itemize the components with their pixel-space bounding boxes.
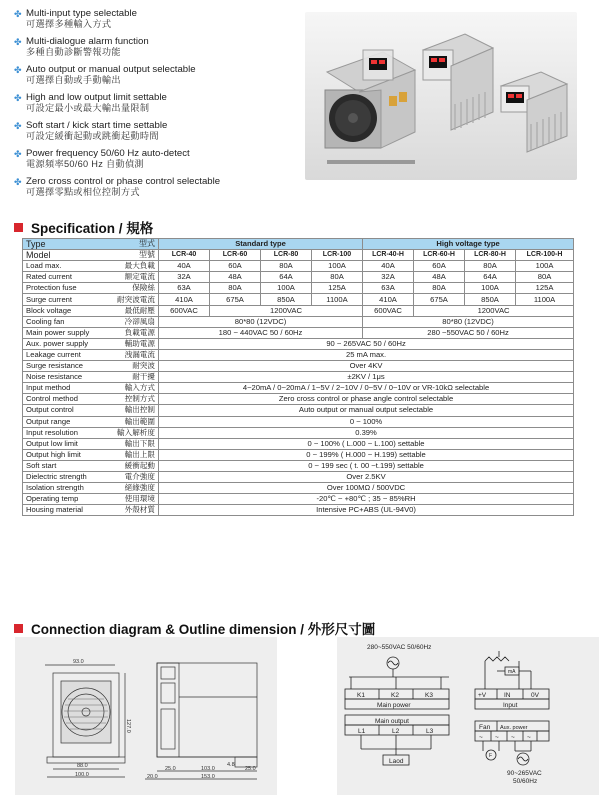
table-row <box>23 261 574 272</box>
row-label-zh: 輸出上限 <box>103 449 159 460</box>
feature-en: Zero cross control or phase control selectable <box>26 176 221 187</box>
value-cell: ±2KV / 1μs <box>159 372 574 383</box>
value-cell: 410A <box>363 294 414 305</box>
row-label-zh: 輸出控制 <box>103 405 159 416</box>
feature-zh: 可選擇零點或相位控制方式 <box>26 187 140 197</box>
row-label-zh: 絕緣強度 <box>103 483 159 494</box>
model-cell: LCR-60 <box>210 250 261 261</box>
row-label: Operating temp <box>23 494 103 505</box>
row-label: Surge resistance <box>23 361 103 372</box>
row-label-zh: 輸入方式 <box>103 383 159 394</box>
plus-v-terminal: +V <box>478 692 487 699</box>
k3-terminal: K3 <box>425 692 433 699</box>
row-label-zh: 型號 <box>103 250 159 261</box>
controller-unit-medium <box>423 34 493 130</box>
type-row <box>23 239 574 250</box>
dim-height: 127.0 <box>125 719 131 733</box>
value-cell: 60A <box>210 261 261 272</box>
standard-type-header: Standard type <box>159 239 363 250</box>
value-cell: 100A <box>312 261 363 272</box>
feature-zh: 多種自動診斷警報功能 <box>26 47 121 57</box>
specification-heading <box>14 217 153 237</box>
feature-en: Multi-input type selectable <box>26 8 137 19</box>
main-output-label: Main output <box>375 718 409 725</box>
value-cell: Auto output or manual output selectable <box>159 405 574 416</box>
row-label-zh: 輸出下限 <box>103 438 159 449</box>
value-cell: 410A <box>159 294 210 305</box>
value-cell: Over 4KV <box>159 361 574 372</box>
load-label: Laod <box>389 758 404 765</box>
tilde-symbol: ~ <box>527 734 531 741</box>
tilde-symbol: ~ <box>495 734 499 741</box>
table-row <box>23 449 574 460</box>
value-cell: 0 ~ 199 sec ( t. 00 ~t.199) settable <box>159 460 574 471</box>
bullet-icon: ✤ <box>14 121 22 131</box>
connection-heading <box>14 618 375 638</box>
row-label: Isolation strength <box>23 483 103 494</box>
row-label-zh: 使用環境 <box>103 494 159 505</box>
table-row <box>23 471 574 482</box>
bullet-icon: ✤ <box>14 65 22 75</box>
aux-power-label: Aux. power <box>500 725 528 731</box>
table-row <box>23 416 574 427</box>
spec-table <box>22 238 574 516</box>
row-label: Main power supply <box>23 327 103 338</box>
high-voltage-type-header: High voltage type <box>363 239 574 250</box>
value-cell: 25 mA max. <box>159 349 574 360</box>
value-cell: 100A <box>465 283 516 294</box>
red-square-icon <box>14 223 23 232</box>
model-cell: LCR-60-H <box>414 250 465 261</box>
row-label-zh: 輔助電源 <box>103 338 159 349</box>
table-row <box>23 460 574 471</box>
value-cell: 280 ~550VAC 50 / 60Hz <box>363 327 574 338</box>
connection-diagram <box>337 637 599 795</box>
value-cell: 90 ~ 265VAC 50 / 60Hz <box>159 338 574 349</box>
value-cell: Over 100MΩ / 500VDC <box>159 483 574 494</box>
row-label: Type <box>23 239 103 250</box>
value-cell: 1200VAC <box>414 305 574 316</box>
value-cell: 4~20mA / 0~20mA / 1~5V / 2~10V / 0~5V / 0~10V or VR-10kΩ selectable <box>159 383 574 394</box>
value-cell: 64A <box>465 272 516 283</box>
row-label: Cooling fan <box>23 316 103 327</box>
table-row <box>23 338 574 349</box>
aux-supply-voltage: 90~265VAC <box>507 770 542 777</box>
k1-terminal: K1 <box>357 692 365 699</box>
front-view <box>45 659 131 778</box>
feature-item <box>14 36 304 58</box>
value-cell: 850A <box>261 294 312 305</box>
value-cell: 100A <box>261 283 312 294</box>
row-label: Housing material <box>23 505 103 516</box>
table-row <box>23 272 574 283</box>
row-label: Leakage current <box>23 349 103 360</box>
feature-en: High and low output limit settable <box>26 92 167 103</box>
feature-list <box>14 8 304 204</box>
row-label-zh: 電介強度 <box>103 471 159 482</box>
table-row <box>23 361 574 372</box>
value-cell: 40A <box>363 261 414 272</box>
row-label: Soft start <box>23 460 103 471</box>
zero-v-terminal: 0V <box>531 692 539 699</box>
feature-en: Auto output or manual output selectable <box>26 64 196 75</box>
row-label: Output control <box>23 405 103 416</box>
value-cell: 48A <box>210 272 261 283</box>
table-row <box>23 438 574 449</box>
row-label: Dielectric strength <box>23 471 103 482</box>
in-terminal: IN <box>504 692 511 699</box>
value-cell: 125A <box>312 283 363 294</box>
table-row <box>23 394 574 405</box>
model-cell: LCR-100-H <box>516 250 574 261</box>
dim-left-offset: 25.0 <box>165 766 176 772</box>
k2-terminal: K2 <box>391 692 399 699</box>
value-cell: 600VAC <box>363 305 414 316</box>
row-label-zh: 額定電流 <box>103 272 159 283</box>
outline-dimension-drawing <box>15 637 277 795</box>
row-label-zh: 外殼材質 <box>103 505 159 516</box>
value-cell: 180 ~ 440VAC 50 / 60Hz <box>159 327 363 338</box>
table-row <box>23 305 574 316</box>
value-cell: Intensive PC+ABS (UL-94V0) <box>159 505 574 516</box>
table-row <box>23 405 574 416</box>
side-view <box>145 663 257 780</box>
aux-supply-frequency: 50/60Hz <box>513 778 538 785</box>
feature-zh: 可選擇自動或手動輸出 <box>26 75 121 85</box>
tilde-symbol: ~ <box>511 734 515 741</box>
value-cell: Zero cross control or phase angle control selectable <box>159 394 574 405</box>
dim-overhang: 20.0 <box>147 774 158 780</box>
input-label: Input <box>503 702 518 709</box>
bullet-icon: ✤ <box>14 37 22 47</box>
main-power-label: Main power <box>377 702 411 709</box>
row-label-zh: 緩衝起動 <box>103 460 159 471</box>
section-title: Specification / 規格 <box>31 221 154 236</box>
model-cell: LCR-80 <box>261 250 312 261</box>
fan-label: Fan <box>479 724 491 731</box>
feature-item <box>14 176 304 198</box>
row-label-zh: 耐突波 <box>103 361 159 372</box>
value-cell: 125A <box>516 283 574 294</box>
feature-en: Multi-dialogue alarm function <box>26 36 149 47</box>
feature-item <box>14 64 304 86</box>
dim-center-span: 103.0 <box>201 766 215 772</box>
table-row <box>23 372 574 383</box>
feature-item <box>14 92 304 114</box>
row-label-zh: 最大負載 <box>103 261 159 272</box>
row-label: Input resolution <box>23 427 103 438</box>
value-cell: 80*80 (12VDC) <box>159 316 363 327</box>
value-cell: 40A <box>159 261 210 272</box>
dim-width-top: 93.0 <box>73 659 84 665</box>
value-cell: 63A <box>363 283 414 294</box>
bullet-icon: ✤ <box>14 177 22 187</box>
row-label: Model <box>23 250 103 261</box>
l2-terminal: L2 <box>392 728 400 735</box>
controller-unit-large <box>325 50 415 162</box>
potentiometer-icon <box>485 657 509 661</box>
row-label-zh: 輸入解析度 <box>103 427 159 438</box>
l3-terminal: L3 <box>426 728 434 735</box>
feature-zh: 可選擇多種輸入方式 <box>26 19 112 29</box>
value-cell: 32A <box>159 272 210 283</box>
value-cell: 1200VAC <box>210 305 363 316</box>
value-cell: 80A <box>312 272 363 283</box>
feature-item <box>14 120 304 142</box>
row-label: Load max. <box>23 261 103 272</box>
dim-small: 4.8 <box>227 762 235 768</box>
row-label-zh: 耐突波電流 <box>103 294 159 305</box>
feature-en: Soft start / kick start time settable <box>26 120 168 131</box>
value-cell: 0 ~ 199% ( H.000 ~ H.199) settable <box>159 449 574 460</box>
value-cell: 80A <box>261 261 312 272</box>
value-cell: 675A <box>210 294 261 305</box>
table-row <box>23 283 574 294</box>
dim-total-length: 153.0 <box>201 774 215 780</box>
model-cell: LCR-40-H <box>363 250 414 261</box>
value-cell: 0.39% <box>159 427 574 438</box>
table-row <box>23 349 574 360</box>
main-supply-label: 280~550VAC 50/60Hz <box>367 644 432 651</box>
fan-symbol: F <box>489 753 493 759</box>
table-row <box>23 383 574 394</box>
value-cell: 32A <box>363 272 414 283</box>
dim-inner-width: 88.0 <box>77 763 88 769</box>
row-label: Control method <box>23 394 103 405</box>
dim-right-offset: 25.0 <box>245 766 256 772</box>
product-photo <box>305 12 577 180</box>
value-cell: 850A <box>465 294 516 305</box>
row-label-zh: 保險絲 <box>103 283 159 294</box>
value-cell: 63A <box>159 283 210 294</box>
section-title: Connection diagram & Outline dimension / 外形尺寸圖 <box>31 622 376 637</box>
value-cell: 80*80 (12VDC) <box>363 316 574 327</box>
model-cell: LCR-40 <box>159 250 210 261</box>
value-cell: 80A <box>414 283 465 294</box>
row-label: Block voltage <box>23 305 103 316</box>
value-cell: 48A <box>414 272 465 283</box>
row-label-zh: 最低耐壓 <box>103 305 159 316</box>
row-label: Output high limit <box>23 449 103 460</box>
table-row <box>23 505 574 516</box>
model-cell: LCR-100 <box>312 250 363 261</box>
table-row <box>23 494 574 505</box>
row-label: Output low limit <box>23 438 103 449</box>
value-cell: 600VAC <box>159 305 210 316</box>
value-cell: 100A <box>516 261 574 272</box>
row-label: Rated current <box>23 272 103 283</box>
row-label: Aux. power supply <box>23 338 103 349</box>
table-row <box>23 427 574 438</box>
value-cell: 80A <box>465 261 516 272</box>
red-square-icon <box>14 624 23 633</box>
bullet-icon: ✤ <box>14 149 22 159</box>
value-cell: 1100A <box>312 294 363 305</box>
table-row <box>23 294 574 305</box>
row-label-zh: 耐干擾 <box>103 372 159 383</box>
feature-zh: 電源頻率50/60 Hz 自動偵測 <box>26 159 144 169</box>
row-label-zh: 洩漏電流 <box>103 349 159 360</box>
tilde-symbol: ~ <box>479 734 483 741</box>
value-cell: 80A <box>210 283 261 294</box>
value-cell: 80A <box>516 272 574 283</box>
value-cell: 675A <box>414 294 465 305</box>
row-label: Output range <box>23 416 103 427</box>
row-label: Protection fuse <box>23 283 103 294</box>
bullet-icon: ✤ <box>14 93 22 103</box>
controller-unit-small <box>501 72 567 152</box>
ma-label: mA <box>508 669 516 675</box>
value-cell: 0 ~ 100% ( L.000 ~ L.100) settable <box>159 438 574 449</box>
dim-base-width: 100.0 <box>75 772 89 778</box>
table-row <box>23 316 574 327</box>
value-cell: 0 ~ 100% <box>159 416 574 427</box>
value-cell: 64A <box>261 272 312 283</box>
l1-terminal: L1 <box>358 728 366 735</box>
table-row <box>23 483 574 494</box>
row-label-zh: 控制方式 <box>103 394 159 405</box>
feature-zh: 可設定最小或最大輸出量限制 <box>26 103 150 113</box>
feature-item <box>14 8 304 30</box>
model-cell: LCR-80-H <box>465 250 516 261</box>
row-label-zh: 負載電源 <box>103 327 159 338</box>
row-label-zh: 型式 <box>103 239 159 250</box>
table-row <box>23 327 574 338</box>
value-cell: -20℃ ~ +80℃ ; 35 ~ 85%RH <box>159 494 574 505</box>
model-row <box>23 250 574 261</box>
feature-zh: 可設定緩衝起動或跳衝起動時間 <box>26 131 159 141</box>
value-cell: 60A <box>414 261 465 272</box>
feature-en: Power frequency 50/60 Hz auto-detect <box>26 148 190 159</box>
value-cell: Over 2.5KV <box>159 471 574 482</box>
feature-item <box>14 148 304 170</box>
row-label: Noise resistance <box>23 372 103 383</box>
row-label-zh: 輸出範圍 <box>103 416 159 427</box>
row-label-zh: 冷卻風扇 <box>103 316 159 327</box>
row-label: Surge current <box>23 294 103 305</box>
row-label: Input method <box>23 383 103 394</box>
value-cell: 1100A <box>516 294 574 305</box>
bullet-icon: ✤ <box>14 9 22 19</box>
